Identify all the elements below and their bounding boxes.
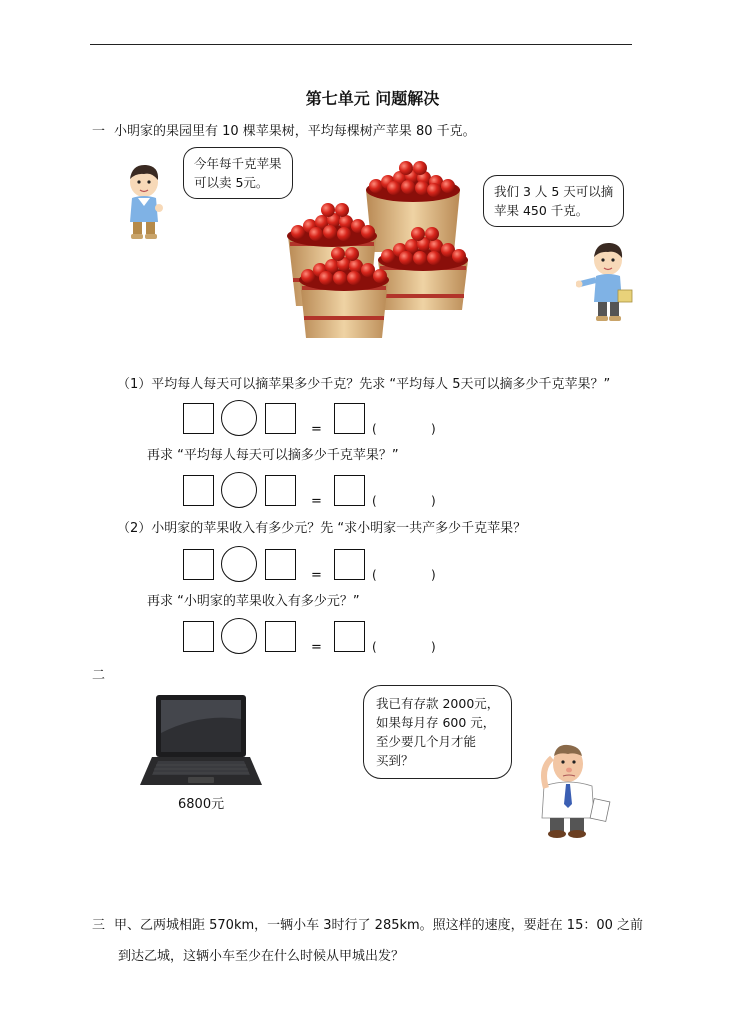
bubble-line: 买到？ [376, 753, 414, 768]
answer-box[interactable] [183, 475, 214, 506]
speech-bubble-savings [363, 685, 512, 779]
thinking-man-illustration [530, 738, 614, 840]
speech-bubble-price [183, 147, 293, 199]
unit-paren-close: ) [431, 568, 436, 582]
boy-illustration-left [122, 160, 170, 244]
q1-sub2b-text: 再求 “小明家的苹果收入有多少元？” [147, 594, 360, 609]
answer-box[interactable] [183, 403, 214, 434]
answer-box[interactable] [265, 475, 296, 506]
operator-circle[interactable] [221, 400, 257, 436]
q1-number: 一 [92, 124, 106, 139]
bubble-line: 至少要几个月才能 [376, 734, 477, 749]
q3-line1: 甲、乙两城相距 570km，一辆小车 3时行了 285km。照这样的速度，要赶在 15：00 之前 [114, 918, 644, 933]
speech-bubble-harvest [483, 175, 624, 227]
equals-sign: = [311, 640, 322, 655]
laptop-price: 6800元 [178, 797, 225, 812]
answer-box[interactable] [334, 549, 365, 580]
bubble-line: 如果每月存 600 元， [376, 715, 496, 730]
unit-paren-close: ) [431, 640, 436, 654]
answer-box[interactable] [265, 403, 296, 434]
equals-sign: = [311, 568, 322, 583]
operator-circle[interactable] [221, 472, 257, 508]
unit-paren-open: ( [372, 568, 377, 582]
boy-illustration-right [576, 238, 638, 326]
apple-baskets-illustration [284, 160, 470, 340]
unit-paren-open: ( [372, 422, 377, 436]
equals-sign: = [311, 422, 322, 437]
unit-paren-close: ) [431, 422, 436, 436]
equals-sign: = [311, 494, 322, 509]
q1-sub1b-text: 再求 “平均每人每天可以摘多少千克苹果？” [147, 448, 399, 463]
answer-box[interactable] [334, 621, 365, 652]
q1-text: 小明家的果园里有 10 棵苹果树，平均每棵树产苹果 80 千克。 [114, 124, 476, 139]
unit-paren-open: ( [372, 640, 377, 654]
answer-box[interactable] [265, 621, 296, 652]
unit-paren-close: ) [431, 494, 436, 508]
answer-box[interactable] [183, 621, 214, 652]
bubble-line: 我已有存款 2000元， [376, 696, 500, 711]
answer-box[interactable] [183, 549, 214, 580]
bubble-line: 我们 3 人 5 天可以摘 [494, 184, 614, 199]
unit-paren-open: ( [372, 494, 377, 508]
page-title: 第七单元 问题解决 [305, 89, 440, 108]
answer-box[interactable] [334, 475, 365, 506]
operator-circle[interactable] [221, 546, 257, 582]
q2-number: 二 [92, 668, 106, 683]
operator-circle[interactable] [221, 618, 257, 654]
q1-sub2-text: （2）小明家的苹果收入有多少元？先 “求小明家一共产多少千克苹果？ [117, 521, 527, 536]
bubble-line: 可以卖 5元。 [194, 175, 269, 190]
q1-sub1-text: （1）平均每人每天可以摘苹果多少千克？先求 “平均每人 5天可以摘多少千克苹果？” [117, 377, 611, 392]
q3-line2: 到达乙城，这辆小车至少在什么时候从甲城出发？ [118, 949, 405, 964]
header-rule [90, 44, 632, 45]
answer-box[interactable] [334, 403, 365, 434]
bubble-line: 苹果 450 千克。 [494, 203, 589, 218]
q3-number: 三 [92, 918, 106, 933]
bubble-line: 今年每千克苹果 [194, 156, 282, 171]
laptop-illustration [140, 693, 264, 789]
answer-box[interactable] [265, 549, 296, 580]
